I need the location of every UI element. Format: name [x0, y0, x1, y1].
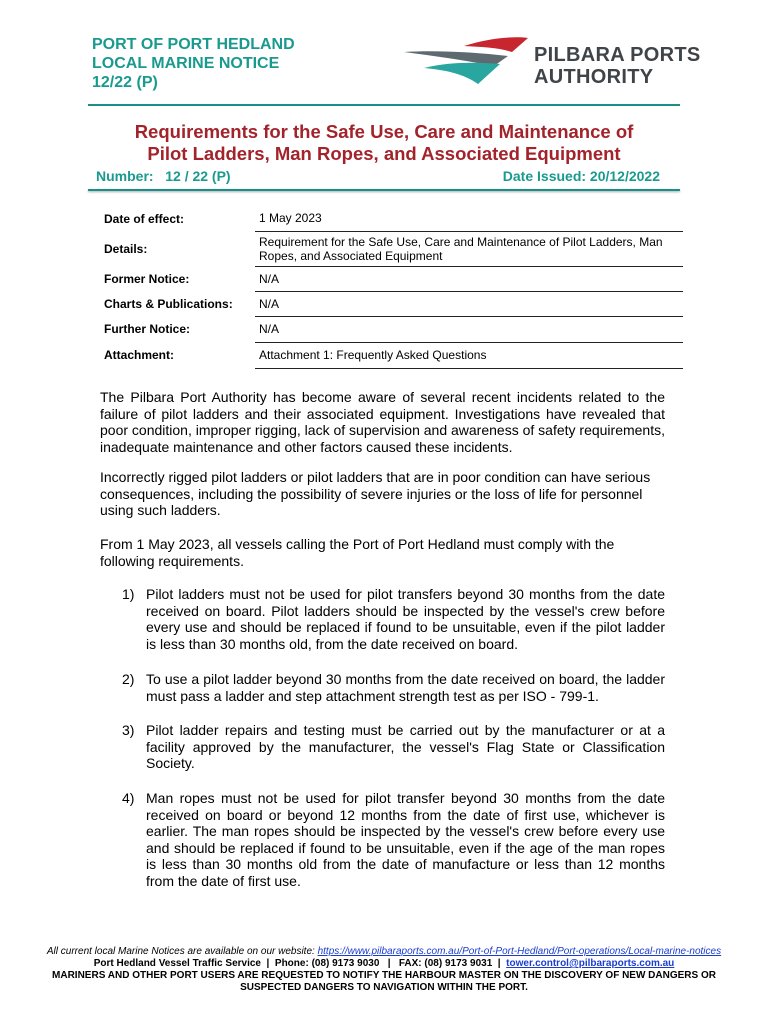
paragraph: From 1 May 2023, all vessels calling the Port of Port Hedland must comply with the following requirements. [100, 536, 615, 569]
header-line-number: 12/22 (P) [92, 74, 158, 91]
date-issued: Date Issued: 20/12/2022 [502, 168, 660, 184]
info-value: N/A [255, 316, 683, 342]
footer-warning [20, 970, 748, 994]
footer-warning-line-2: SUSPECTED DANGERS TO NAVIGATION WITHIN THE PORT. [240, 982, 528, 993]
info-key: Details: [104, 241, 148, 256]
footer-contact [20, 958, 748, 970]
notice-details-table [100, 206, 683, 369]
list-item-number: 2) [122, 671, 135, 687]
table-row [100, 342, 683, 368]
list-item-text: Pilot ladders must not be used for pilot transfers beyond 30 months from the date received on board. Pilot ladders should be inspected by the vessel's crew before every use and should be replaced if found to be unsuitable, even if the pilot ladder is less than 30 months old, from the date received on board. [146, 586, 665, 652]
logo-swoosh-red [464, 37, 528, 52]
table-row [100, 316, 683, 342]
info-value: N/A [255, 266, 683, 291]
footer-warning-line-1: MARINERS AND OTHER PORT USERS ARE REQUESTED TO NOTIFY THE HARBOUR MASTER ON THE DISCOVERY OF NEW DANGERS OR [52, 970, 716, 981]
list-item [122, 790, 665, 890]
meta-divider [88, 189, 680, 191]
list-item-number: 3) [122, 722, 135, 738]
list-item [122, 671, 665, 704]
info-key: Former Notice: [104, 271, 190, 286]
table-row [100, 206, 683, 231]
table-row [100, 231, 683, 266]
title-line-1: Requirements for the Safe Use, Care and Maintenance of [134, 121, 634, 142]
info-key: Attachment: [104, 348, 175, 362]
info-value: N/A [255, 291, 683, 316]
notice-number: Number: 12 / 22 (P) [96, 168, 231, 184]
list-item [122, 722, 665, 772]
footer-contact-text: Port Hedland Vessel Traffic Service | Phone: (08) 9173 9030 | FAX: (08) 9173 9031 | [93, 958, 507, 969]
website-link[interactable]: https://www.pilbaraports.com.au/Port-of-Port-Hedland/Port-operations/Local-marine-notices [317, 946, 722, 957]
info-value: 1 May 2023 [255, 206, 683, 231]
list-item-number: 1) [122, 586, 135, 602]
info-key: Further Notice: [104, 322, 191, 336]
header-divider [88, 104, 680, 106]
list-item [122, 586, 665, 652]
list-item-number: 4) [122, 790, 135, 806]
info-key: Charts & Publications: [104, 296, 233, 311]
logo-wordmark [534, 44, 701, 88]
header-line-port: PORT OF PORT HEDLAND [92, 36, 295, 53]
list-item-text: Man ropes must not be used for pilot transfer beyond 30 months from the date received on board or beyond 12 months from the date of first use, whichever is earlier. The man ropes should be inspected by the vessel's crew before every use and should be replaced if found to be unsuitable, even if the age of the man ropes is less than 30 months old from the date of manufacture or less than 12 months from the date of first use. [146, 790, 665, 889]
email-link[interactable]: tower.control@pilbaraports.com.au [506, 958, 675, 969]
footer-website-text: All current local Marine Notices are available on our website: [46, 946, 318, 957]
header-line-notice: LOCAL MARINE NOTICE [92, 55, 280, 72]
info-value: Requirement for the Safe Use, Care and Maintenance of Pilot Ladders, Man Ropes, and Associated Equipment [255, 231, 683, 266]
title-line-2: Pilot Ladders, Man Ropes, and Associated Equipment [147, 143, 621, 164]
list-item-text: Pilot ladder repairs and testing must be carried out by the manufacturer or at a facility approved by the manufacturer, the vessel's Flag State or Classification Society. [146, 722, 665, 772]
table-row [100, 291, 683, 316]
logo-line-1: PILBARA PORTS [534, 44, 701, 66]
table-row [100, 266, 683, 291]
paragraph: Incorrectly rigged pilot ladders or pilot ladders that are in poor condition can have serious consequences, including the possibility of severe injuries or the loss of life for personnel using such ladders. [100, 469, 651, 519]
paragraph: The Pilbara Port Authority has become aware of several recent incidents related to the failure of pilot ladders and their associated equipment. Investigations have revealed that poor condition, improper rigging, lack of supervision and awareness of safety requirements, inadequate maintenance and other factors caused these incidents. [100, 389, 665, 455]
info-value: Attachment 1: Frequently Asked Questions [255, 342, 683, 368]
notice-title [88, 121, 680, 165]
footer-website [20, 946, 748, 958]
info-key: Date of effect: [104, 211, 185, 226]
logo-line-2: AUTHORITY [534, 66, 654, 88]
list-item-text: To use a pilot ladder beyond 30 months from the date received on board, the ladder must pass a ladder and step attachment strength test as per ISO - 799-1. [146, 671, 665, 704]
notice-header [92, 35, 295, 92]
logo-swoosh-teal [424, 63, 500, 84]
